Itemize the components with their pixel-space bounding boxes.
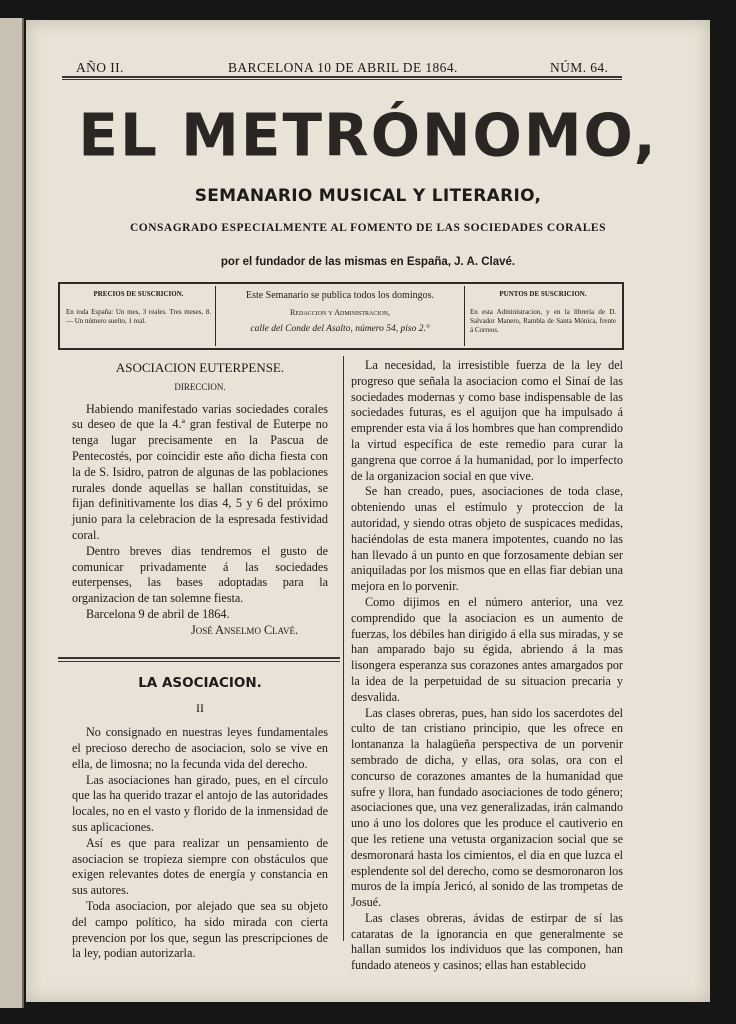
header-rule xyxy=(62,76,622,78)
notice-date: Barcelona 9 de abril de 1864. xyxy=(86,606,230,621)
article-numeral: II xyxy=(196,701,204,716)
publication-line: Este Semanario se publica todos los domingos. xyxy=(245,290,435,301)
notice-title: ASOCIACION EUTERPENSE. xyxy=(115,360,285,375)
newspaper-page xyxy=(26,20,710,1002)
header-rule-thin xyxy=(62,79,622,80)
office-heading: Redaccion y Administracion, xyxy=(289,308,390,317)
section-rule xyxy=(58,639,340,659)
article-paragraph: Las asociaciones han girado, pues, en el círculo que las ha querido trazar el antojo de las autoridades locales, no en el vasto y florido de la inmensidad de sus aplicaciones. xyxy=(72,772,328,834)
issue-number: NÚM. 64. xyxy=(550,60,609,75)
notice-signature: José Anselmo Clavé. xyxy=(191,622,298,637)
article-paragraph: Las clases obreras, ávidas de estirpar de sí las cataratas de la ignorancia en que generalmente se hallan sumidos los individuos que las componen, han fundado ateneos y casinos; ellas han establecido xyxy=(351,910,623,973)
points-heading: PUNTOS DE SUSCRICION. xyxy=(499,290,587,298)
prices-heading: PRECIOS DE SUSCRICION. xyxy=(93,290,184,298)
article-paragraph: La necesidad, la irresistible fuerza de la ley del progreso que señala la asociacion como el Sinaí de las sociedades modernas y como base indispensable de las sociedades futuras, es el aguijon que ha impulsado á emprender esta via á los hombres que han comprendido la virtud específica de este remedio para curar la gangrena que corroe á la humanidad, por lo imperfecto de la organizacion social en que vive. xyxy=(351,358,623,483)
left-column xyxy=(72,360,328,962)
section-rule-thin xyxy=(58,661,340,662)
issue-year: AÑO II. xyxy=(76,60,124,75)
adjacent-page-edge xyxy=(0,18,24,1008)
masthead-founder: por el fundador de las mismas en España, J. A. Clavé. xyxy=(220,256,516,268)
article-title: LA ASOCIACION. xyxy=(138,674,262,691)
masthead-dedication: CONSAGRADO ESPECIALMENTE AL FOMENTO DE LAS SOCIEDADES CORALES xyxy=(129,222,606,234)
prices-text: En toda España: Un mes, 3 reales. Tres meses, 8. — Un número suelto, 1 real. xyxy=(66,308,211,325)
notice-subtitle: DIRECCION. xyxy=(174,381,226,392)
article-paragraph: Como dijimos en el número anterior, una vez comprendido que la asociacion es un aumento de fuerzas, los débiles han dirigido á ella sus miradas, y se han amparado bajo su égida, abriendo á la mas lisongera esperanza sus corazones antes amargados por la idea de la perpetuidad de su situacion precaria y desvalida. xyxy=(351,594,623,704)
article-paragraph: Las clases obreras, pues, han sido los sacerdotes del culto de tan cristiano principio, que les ofrece en lontananza la halagüeña perspectiva de un porvenir sembrado de dicha, y ellas, ora solas, ora con el concurso de corazones amantes de la humanidad que sufre y llora, han fundado asociaciones de todo género; asociaciones que, una vez generalizadas, irán calmando uno á uno los dolores que les produce el cautiverio en que les retiene una vetusta organizacion social que se desmoronará hasta los cimientos, el dia en que luzca el esplendente sol del derecho, como se desmoronaron los muros de la impía Jericó, al sonido de las trompetas de Josué. xyxy=(351,705,623,910)
article-paragraph: Así es que para realizar un pensamiento de asociacion se tropieza siempre con obstáculos que exigen relevantes dotes de energía y constancia en sus autores. xyxy=(72,835,328,898)
issue-place-date: BARCELONA 10 DE ABRIL DE 1864. xyxy=(228,60,458,75)
article-paragraph: Toda asociacion, por alejado que sea su objeto del campo político, ha sido mirada con cierta prevencion por los que, segun las prescripciones de la ley, podian autorizarla. xyxy=(72,898,328,961)
notice-paragraph: Habiendo manifestado varias sociedades corales su deseo de que la 4.ª gran festival de Euterpe no tenga lugar precisamente en la Pascua de Pentecostés, por coincidir este año dicha fiesta con la de S. Isidro, patron de algunas de las poblaciones rurales donde aquellas se hallan constituidas, se fijan definitivamente los dias 4, 5 y 6 del próximo junio para la celebracion de la espresada festividad coral. xyxy=(72,401,328,542)
points-text: En esta Administracion, y en la librería de D. Salvador Manero, Rambla de Santa Mónica, frente á Correos. xyxy=(470,308,616,334)
column-divider xyxy=(343,356,344,941)
article-paragraph: No consignado en nuestras leyes fundamentales el precioso derecho de asociacion, solo se vive en ella, de limosna; no la fecunda vida del derecho. xyxy=(72,725,328,771)
article-paragraph: Se han creado, pues, asociaciones de toda clase, obteniendo unas el estímulo y proteccion de la autoridad, y siendo otras objeto de suspicaces medidas, haciéndolas de esta manera impotentes, cuando no las han llevado á un punto en que forzosamente debian ser aniquiladas por los mismos que en ellas fiar debian una mejora en lo porvenir. xyxy=(351,484,623,594)
right-column xyxy=(351,358,623,974)
box-divider xyxy=(215,286,216,346)
box-divider xyxy=(464,286,465,346)
subscription-info-box xyxy=(58,282,624,350)
notice-paragraph: Dentro breves dias tendremos el gusto de comunicar privadamente á las sociedades euterpenses, las bases adoptadas para la organizacion de tan solemne fiesta. xyxy=(72,543,328,606)
masthead-title: EL METRÓNOMO, xyxy=(78,100,658,170)
masthead-subtitle: SEMANARIO MUSICAL Y LITERARIO, xyxy=(194,186,542,206)
office-address: calle del Conde del Asalto, número 54, piso 2.° xyxy=(250,324,430,334)
